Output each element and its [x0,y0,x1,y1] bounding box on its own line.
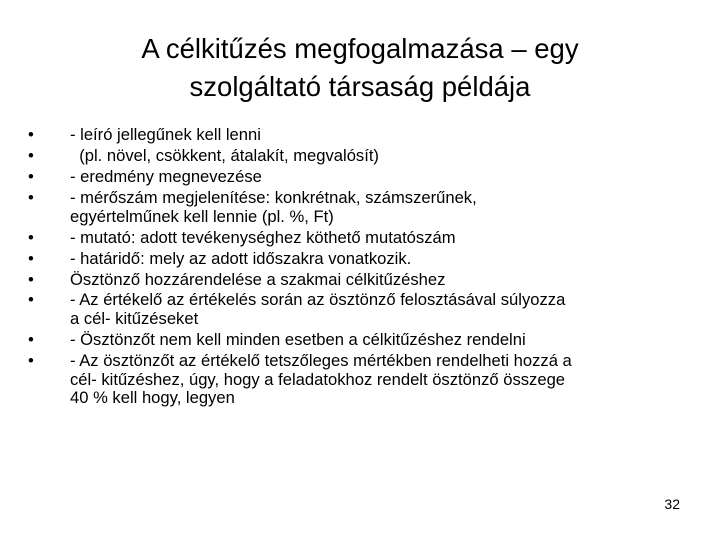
bullet-text: - Az ösztönzőt az értékelő tetszőleges mértékben rendelheti hozzá a [70,351,572,371]
bullet-dot: • [28,290,34,310]
bullet-text: Ösztönző hozzárendelése a szakmai célkitűzéshez [70,269,446,289]
page-number: 32 [664,496,680,512]
bullet-item [28,229,698,248]
bullet-text-continuation: egyértelműnek kell lennie (pl. %, Ft) [70,206,334,226]
bullet-dot: • [28,269,34,289]
bullet-text: - határidő: mely az adott időszakra vonatkozik. [70,248,412,268]
slide-title-line: A célkitűzés megfogalmazása – egy [141,33,579,64]
bullet-dot: • [28,187,34,207]
bullet-text: - Ösztönzőt nem kell minden esetben a célkitűzéshez rendelni [70,330,526,350]
bullet-item [28,168,698,187]
slide-title [40,30,680,106]
bullet-item [28,189,698,226]
bullet-text: (pl. növel, csökkent, átalakít, megvalósít) [70,145,379,165]
bullet-text: - leíró jellegűnek kell lenni [70,125,261,144]
bullet-dot: • [28,166,34,186]
bullet-text-continuation: cél- kitűzéshez, úgy, hogy a feladatokhoz rendelt ösztönző összege [70,369,566,389]
bullet-text: - eredmény megnevezése [70,166,262,186]
bullet-dot: • [28,248,34,268]
bullet-list [28,126,698,410]
bullet-item [28,126,698,145]
bullet-dot: • [28,227,34,247]
bullet-text: - mutató: adott tevékenységhez köthető mutatószám [70,227,456,247]
bullet-dot: • [28,351,34,371]
slide-title-line: szolgáltató társaság példája [189,71,531,102]
bullet-text-continuation: a cél- kitűzéseket [70,309,199,329]
bullet-item [28,271,698,290]
bullet-item [28,147,698,166]
bullet-item [28,352,698,408]
bullet-item [28,331,698,350]
bullet-text-continuation: 40 % kell hogy, legyen [70,388,235,408]
bullet-text: - Az értékelő az értékelés során az ösztönző felosztásával súlyozza [70,290,566,310]
bullet-text: - mérőszám megjelenítése: konkrétnak, számszerűnek, [70,187,477,207]
bullet-dot: • [28,330,34,350]
bullet-dot: • [28,145,34,165]
bullet-dot: • [28,125,34,144]
bullet-item [28,250,698,269]
bullet-item [28,291,698,328]
